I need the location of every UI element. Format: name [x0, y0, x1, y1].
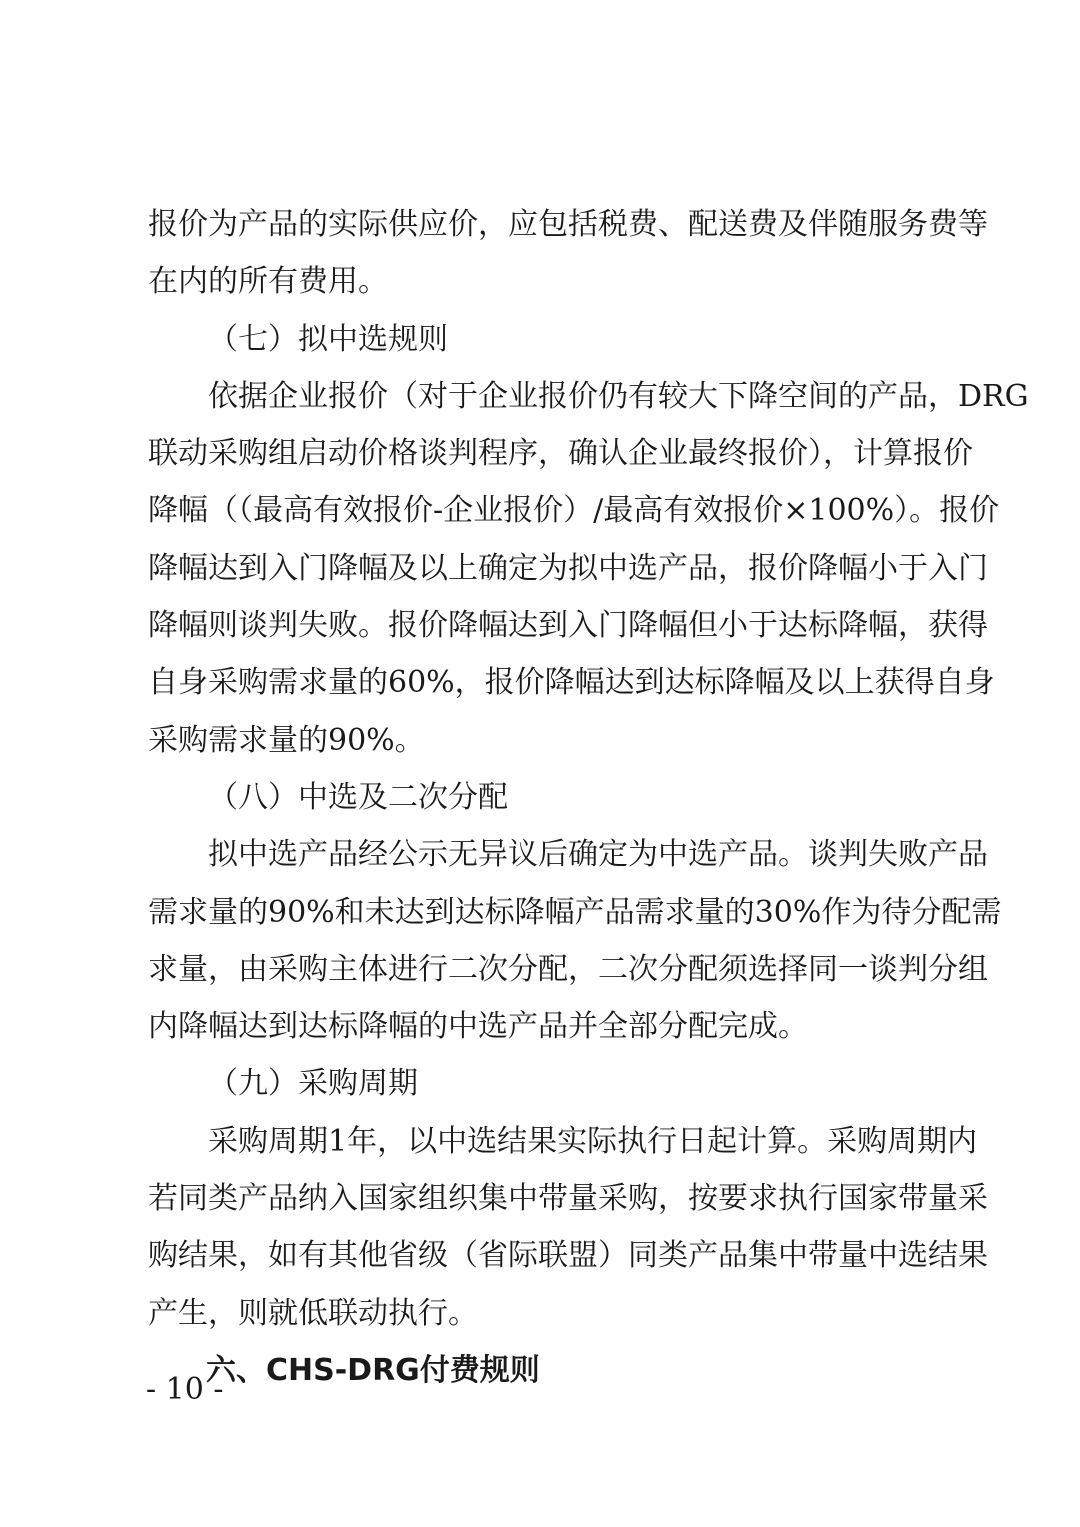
paragraph-line: 降幅（（最高有效报价-企业报价）/最高有效报价×100%）。报价 — [148, 493, 1000, 529]
paragraph-line: 采购需求量的90%。 — [148, 722, 425, 758]
paragraph-line: 在内的所有费用。 — [148, 264, 388, 300]
paragraph-line: 拟中选产品经公示无异议后确定为中选产品。谈判失败产品 — [208, 837, 988, 873]
subsection-heading-7: （七）拟中选规则 — [208, 321, 448, 357]
paragraph-line: 购结果，如有其他省级（省际联盟）同类产品集中带量中选结果 — [148, 1238, 988, 1274]
paragraph-line: 内降幅达到达标降幅的中选产品并全部分配完成。 — [148, 1009, 808, 1045]
paragraph-line: 产生，则就低联动执行。 — [148, 1295, 478, 1331]
paragraph-line: 降幅达到入门降幅及以上确定为拟中选产品，报价降幅小于入门 — [148, 550, 988, 586]
paragraph-line: 自身采购需求量的60%，报价降幅达到达标降幅及以上获得自身 — [148, 665, 995, 701]
section-heading-6: 六、CHS-DRG付费规则 — [206, 1352, 540, 1388]
paragraph-line: 依据企业报价（对于企业报价仍有较大下降空间的产品，DRG — [208, 378, 1029, 414]
paragraph-line: 求量，由采购主体进行二次分配，二次分配须选择同一谈判分组 — [148, 951, 988, 987]
paragraph-line: 若同类产品纳入国家组织集中带量采购，按要求执行国家带量采 — [148, 1181, 988, 1217]
paragraph-line: 需求量的90%和未达到达标降幅产品需求量的30%作为待分配需 — [148, 894, 1002, 930]
document-body — [148, 196, 1029, 1399]
paragraph-line: 联动采购组启动价格谈判程序，确认企业最终报价），计算报价 — [148, 436, 973, 472]
subsection-heading-8: （八）中选及二次分配 — [208, 779, 508, 815]
subsection-heading-9: （九）采购周期 — [208, 1066, 418, 1102]
paragraph-line: 采购周期1年，以中选结果实际执行日起计算。采购周期内 — [208, 1123, 978, 1159]
page-number: - 10 - — [146, 1372, 224, 1407]
paragraph-line: 降幅则谈判失败。报价降幅达到入门降幅但小于达标降幅，获得 — [148, 608, 988, 644]
paragraph-line: 报价为产品的实际供应价，应包括税费、配送费及伴随服务费等 — [148, 207, 988, 242]
